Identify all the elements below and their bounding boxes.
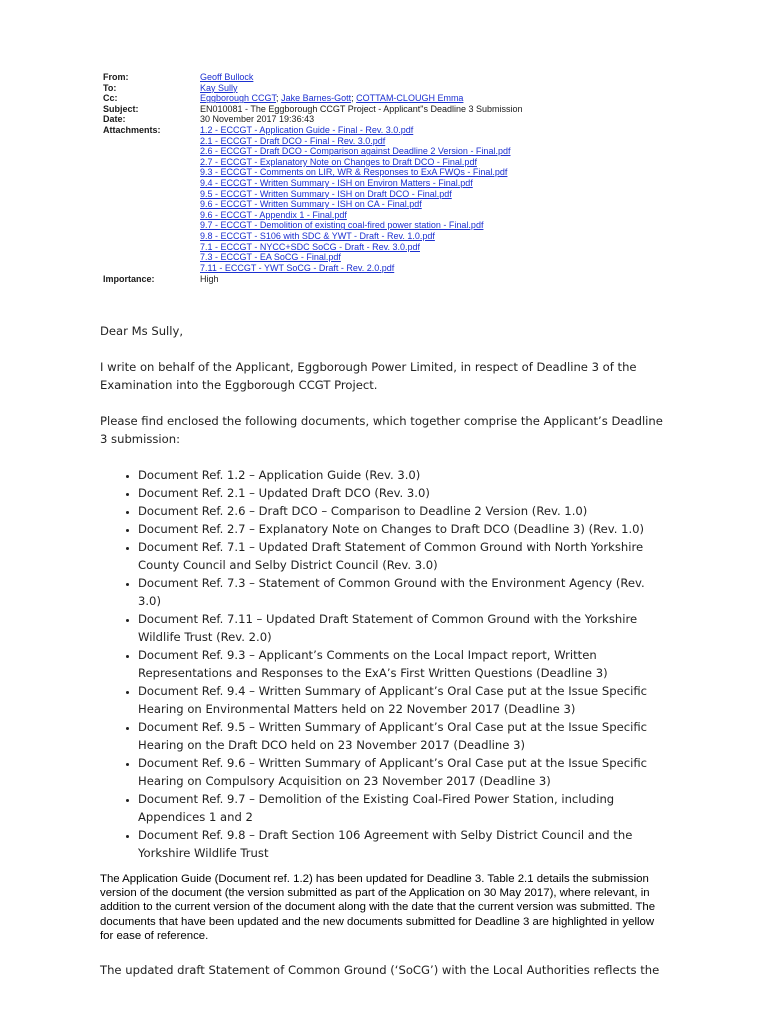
document-list [100, 466, 670, 862]
list-item: • Document Ref. 9.4 – Written Summary of Applicant’s Oral Case put at the Issue Specific Hearing on Environmental Matters held on 22 November 2017 (Deadline 3) [138, 682, 670, 718]
list-item: • Document Ref. 9.3 – Applicant’s Comments on the Local Impact report, Written Representations and Responses to the ExA’s First Written Questions (Deadline 3) [138, 646, 670, 682]
list-item: • Document Ref. 2.1 – Updated Draft DCO (Rev. 3.0) [138, 484, 670, 502]
attachment-link[interactable]: 2.7 - ECCGT - Explanatory Note on Changes to Draft DCO - Final.pdf [200, 156, 477, 167]
list-item: • Document Ref. 9.7 – Demolition of the Existing Coal-Fired Power Station, including Appendices 1 and 2 [138, 790, 670, 826]
subject-text: EN010081 - The Eggborough CCGT Project - Applicant"s Deadline 3 Submission [200, 103, 523, 114]
list-item: • Document Ref. 7.1 – Updated Draft Statement of Common Ground with North Yorkshire County Council and Selby District Council (Rev. 3.0) [138, 538, 670, 574]
list-item: • Document Ref. 7.11 – Updated Draft Statement of Common Ground with the Yorkshire Wildlife Trust (Rev. 2.0) [138, 610, 670, 646]
attachment-link[interactable]: 2.6 - ECCGT - Draft DCO - Comparison against Deadline 2 Version - Final.pdf [200, 146, 511, 157]
attachment-link[interactable]: 2.1 - ECCGT - Draft DCO - Final - Rev. 3.0.pdf [200, 135, 386, 146]
attachment-link[interactable]: 9.7 - ECCGT - Demolition of existing coal-fired power station - Final.pdf [200, 220, 484, 231]
attachment-link[interactable]: 9.6 - ECCGT - Appendix 1 - Final.pdf [200, 209, 347, 220]
importance-row [103, 274, 723, 285]
attachment-link[interactable]: 9.8 - ECCGT - S106 with SDC & YWT - Draft - Rev. 1.0.pdf [200, 230, 435, 241]
attachment-link[interactable]: 1.2 - ECCGT - Application Guide - Final - Rev. 3.0.pdf [200, 124, 414, 135]
cc-separator: ; [351, 93, 357, 104]
from-label: From: [103, 72, 129, 82]
attachment-link[interactable]: 7.11 - ECCGT - YWT SoCG - Draft - Rev. 2.0.pdf [200, 262, 395, 273]
cc-link[interactable]: COTTAM-CLOUGH Emma [356, 93, 464, 104]
list-item: • Document Ref. 7.3 – Statement of Common Ground with the Environment Agency (Rev. 3.0) [138, 574, 670, 610]
list-item: • Document Ref. 9.8 – Draft Section 106 Agreement with Selby District Council and the Yorkshire Wildlife Trust [138, 826, 670, 862]
socg-paragraph: The updated draft Statement of Common Ground (‘SoCG’) with the Local Authorities reflects the [100, 963, 660, 978]
to-label: To: [103, 82, 117, 93]
list-item: • Document Ref. 1.2 – Application Guide (Rev. 3.0) [138, 466, 670, 484]
date-text: 30 November 2017 19:36:43 [200, 114, 315, 125]
cc-row [103, 93, 723, 104]
attachment-link[interactable]: 9.4 - ECCGT - Written Summary - ISH on Environ Matters - Final.pdf [200, 177, 473, 188]
greeting: Dear Ms Sully, [100, 324, 184, 338]
list-item: • Document Ref. 2.7 – Explanatory Note on Changes to Draft DCO (Deadline 3) (Rev. 1.0) [138, 520, 670, 538]
enclosed-paragraph: Please find enclosed the following documents, which together comprise the Applicant’s Deadline 3 submission: [100, 414, 663, 446]
cc-separator: ; [276, 93, 282, 104]
attachment-link[interactable]: 9.5 - ECCGT - Written Summary - ISH on Draft DCO - Final.pdf [200, 188, 452, 199]
attachment-link[interactable]: 7.3 - ECCGT - EA SoCG - Final.pdf [200, 252, 341, 263]
from-link[interactable]: Geoff Bullock [200, 72, 254, 82]
to-link[interactable]: Kay Sully [200, 82, 238, 93]
cc-label: Cc: [103, 93, 118, 104]
attachments-list [200, 125, 723, 273]
list-item: • Document Ref. 9.6 – Written Summary of Applicant’s Oral Case put at the Issue Specific Hearing on Compulsory Acquisition on 23 November 2017 (Deadline 3) [138, 754, 670, 790]
list-item: • Document Ref. 2.6 – Draft DCO – Comparison to Deadline 2 Version (Rev. 1.0) [138, 502, 670, 520]
intro-paragraph: I write on behalf of the Applicant, Eggborough Power Limited, in respect of Deadline 3 of the Examination into the Eggborough CCGT Project. [100, 360, 637, 392]
list-item: • Document Ref. 9.5 – Written Summary of Applicant’s Oral Case put at the Issue Specific Hearing on the Draft DCO held on 23 November 2017 (Deadline 3) [138, 718, 670, 754]
date-row [103, 114, 723, 125]
date-label: Date: [103, 114, 126, 125]
email-body [100, 322, 670, 997]
from-row [103, 72, 723, 83]
attachment-link[interactable]: 9.6 - ECCGT - Written Summary - ISH on CA - Final.pdf [200, 199, 422, 210]
subject-label: Subject: [103, 103, 139, 114]
attachment-link[interactable]: 9.3 - ECCGT - Comments on LIR, WR & Responses to ExA FWQs - Final.pdf [200, 167, 508, 178]
attachment-link[interactable]: 7.1 - ECCGT - NYCC+SDC SoCG - Draft - Rev. 3.0.pdf [200, 241, 420, 252]
importance-label: Importance: [103, 274, 155, 285]
attachments-row [103, 125, 723, 273]
subject-row [103, 104, 723, 115]
importance-value: High [200, 274, 219, 285]
email-header [103, 72, 723, 285]
cc-link[interactable]: Eggborough CCGT [200, 93, 277, 104]
to-row [103, 83, 723, 94]
application-guide-paragraph: The Application Guide (Document ref. 1.2) has been updated for Deadline 3. Table 2.1 details the submission version of the document (the version submitted as part of the Application on 30 May 2017), where relevant, in addition to the current version of the document along with the date that the current version was submitted. The documents that have been updated and the new documents submitted for Deadline 3 are highlighted in yellow for ease of reference. [100, 873, 656, 942]
attachments-label: Attachments: [103, 124, 161, 135]
cc-link[interactable]: Jake Barnes-Gott [281, 93, 352, 104]
